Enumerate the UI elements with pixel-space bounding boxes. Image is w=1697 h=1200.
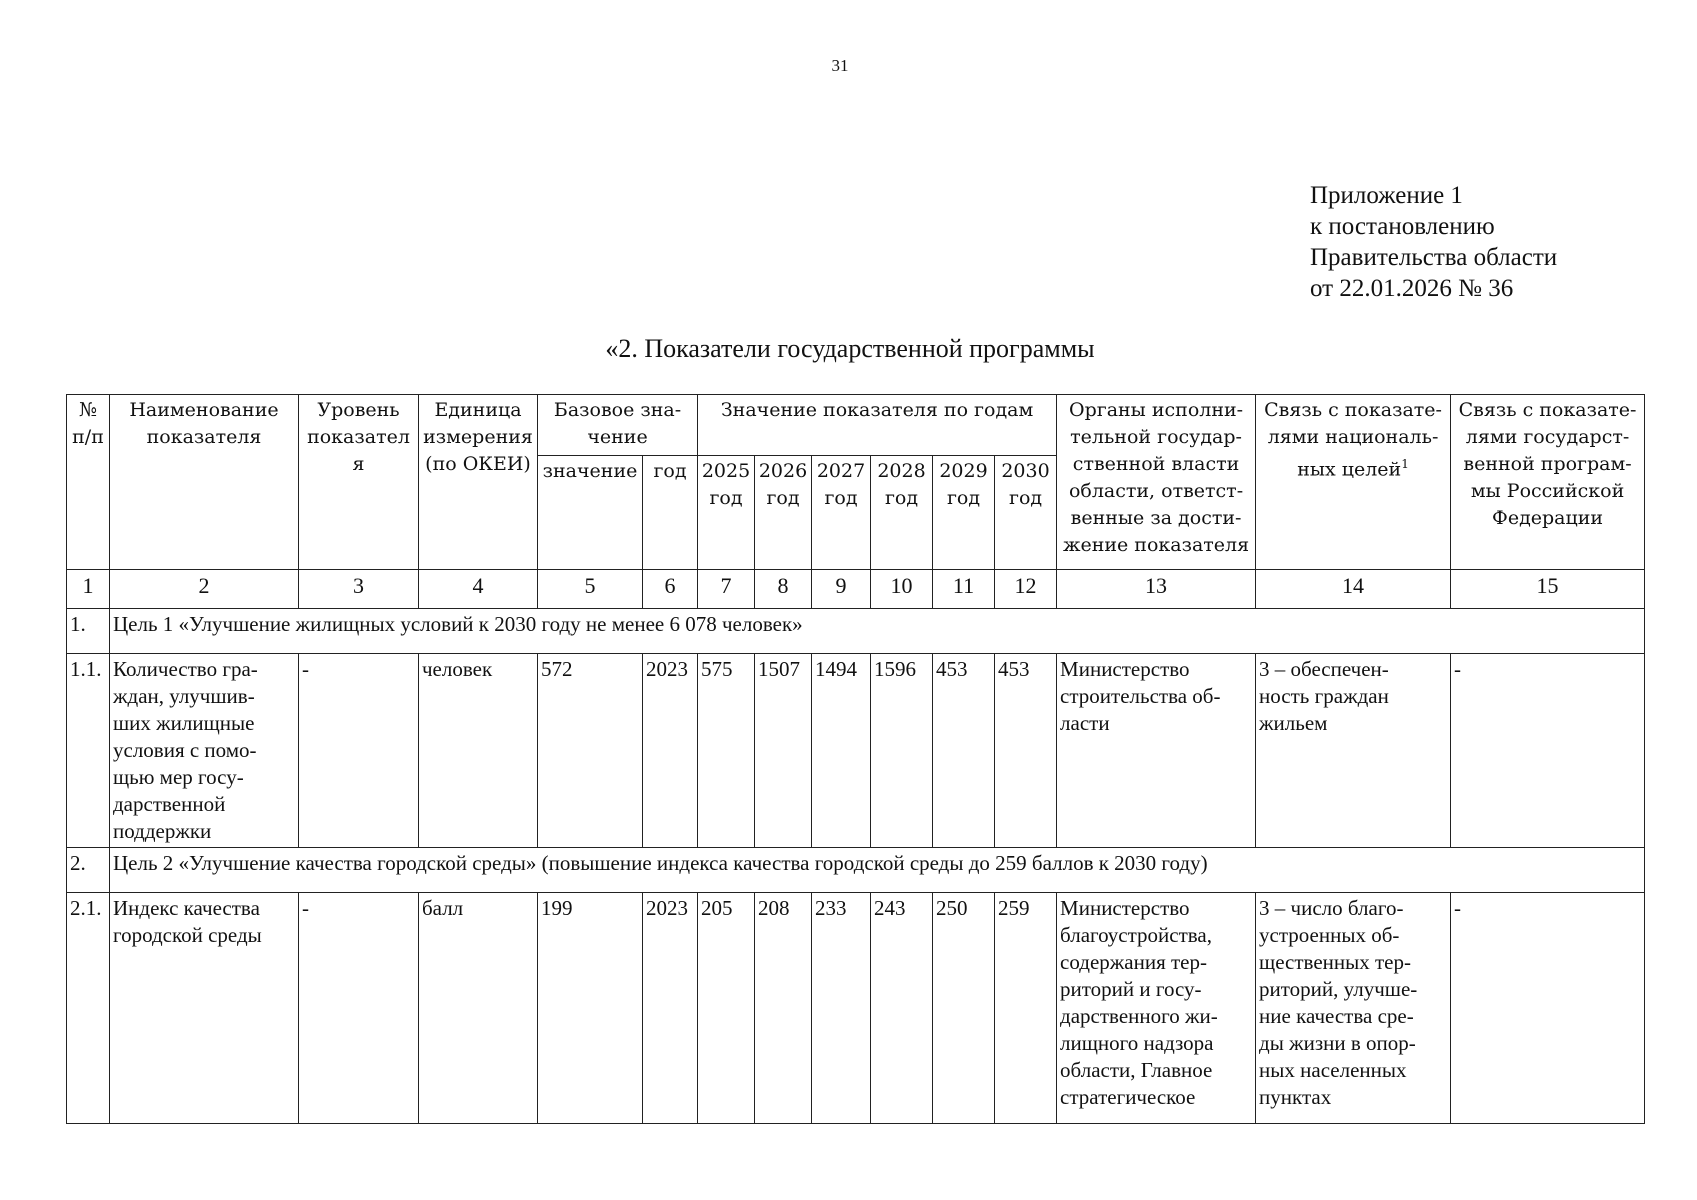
header-year: 2025 год [698,456,755,570]
goal-number: 1. [67,609,110,654]
row-number: 2.1. [67,893,110,1124]
goal-row [67,848,1645,893]
responsible-bodies: Министерство строительства об- ласти [1057,654,1256,848]
header-row [67,395,1645,456]
column-number: 9 [812,570,871,609]
column-number: 15 [1451,570,1645,609]
year-value: 453 [995,654,1057,848]
header-num: № п/п [67,395,110,570]
header-level: Уровень показателя [299,395,419,570]
column-number: 1 [67,570,110,609]
indicator-level: - [299,893,419,1124]
indicator-name: Количество гра- ждан, улучшив- ших жилищные условия с помо- щью мер госу- дарственной поддержки [110,654,299,848]
year-value: 1507 [755,654,812,848]
header-national-text: Связь с показате- лями националь- ных целей [1264,399,1442,481]
page-title: «2. Показатели государственной программы [605,334,1095,363]
column-number-row [67,570,1645,609]
column-number: 8 [755,570,812,609]
table-row [67,654,1645,848]
column-number: 7 [698,570,755,609]
header-base-value: значение [538,456,643,570]
header-bodies: Органы исполни- тельной государ- ственной власти области, ответст- венные за дости- жение показателя [1057,395,1256,570]
indicators-table [66,394,1645,1124]
base-year: 2023 [643,893,698,1124]
base-value: 572 [538,654,643,848]
column-number: 4 [419,570,538,609]
header-year: 2029 год [933,456,995,570]
year-value: 259 [995,893,1057,1124]
goal-number: 2. [67,848,110,893]
page-number: 31 [831,56,849,75]
column-number: 3 [299,570,419,609]
header-unit: Единица измерения (по ОКЕИ) [419,395,538,570]
year-value: 1596 [871,654,933,848]
row-number: 1.1. [67,654,110,848]
responsible-bodies: Министерство благоустройства, содержания тер- риторий и госу- дарственного жи- лищного надзора области, Главное стратегическое [1057,893,1256,1124]
column-number: 13 [1057,570,1256,609]
appendix-line: от 22.01.2026 № 36 [1310,275,1514,302]
national-goals-link: 3 – обеспечен- ность граждан жильем [1256,654,1451,848]
footnote-marker: 1 [1401,457,1409,471]
table-row [67,893,1645,1124]
base-year: 2023 [643,654,698,848]
appendix-line: к постановлению [1310,213,1495,240]
year-value: 205 [698,893,755,1124]
header-federal: Связь с показате- лями государст- венной програм- мы Российской Федерации [1451,395,1645,570]
indicator-name: Индекс качества городской среды [110,893,299,1124]
indicator-level: - [299,654,419,848]
header-year: 2026 год [755,456,812,570]
header-by-years: Значение показателя по годам [698,395,1057,456]
column-number: 2 [110,570,299,609]
federal-program-link: - [1451,893,1645,1124]
column-number: 10 [871,570,933,609]
appendix-block [1310,180,1557,304]
year-value: 575 [698,654,755,848]
goal-text: Цель 1 «Улучшение жилищных условий к 2030 году не менее 6 078 человек» [110,609,1645,654]
header-year: 2027 год [812,456,871,570]
header-base: Базовое зна- чение [538,395,698,456]
column-number: 11 [933,570,995,609]
year-value: 233 [812,893,871,1124]
header-national [1256,395,1451,570]
header-year: 2030 год [995,456,1057,570]
header-base-year: год [643,456,698,570]
goal-row [67,609,1645,654]
appendix-line: Приложение 1 [1310,182,1463,209]
national-goals-link: 3 – число благо- устроенных об- щественных тер- риторий, улучше- ние качества сре- ды жизни в опор- ных населенных пунктах [1256,893,1451,1124]
year-value: 208 [755,893,812,1124]
indicator-unit: балл [419,893,538,1124]
column-number: 12 [995,570,1057,609]
year-value: 1494 [812,654,871,848]
goal-text: Цель 2 «Улучшение качества городской среды» (повышение индекса качества городской среды до 259 баллов к 2030 году) [110,848,1645,893]
column-number: 6 [643,570,698,609]
column-number: 5 [538,570,643,609]
column-number: 14 [1256,570,1451,609]
year-value: 250 [933,893,995,1124]
header-name: Наименование показателя [110,395,299,570]
indicator-unit: человек [419,654,538,848]
year-value: 453 [933,654,995,848]
appendix-line: Правительства области [1310,244,1558,271]
year-value: 243 [871,893,933,1124]
federal-program-link: - [1451,654,1645,848]
base-value: 199 [538,893,643,1124]
header-year: 2028 год [871,456,933,570]
